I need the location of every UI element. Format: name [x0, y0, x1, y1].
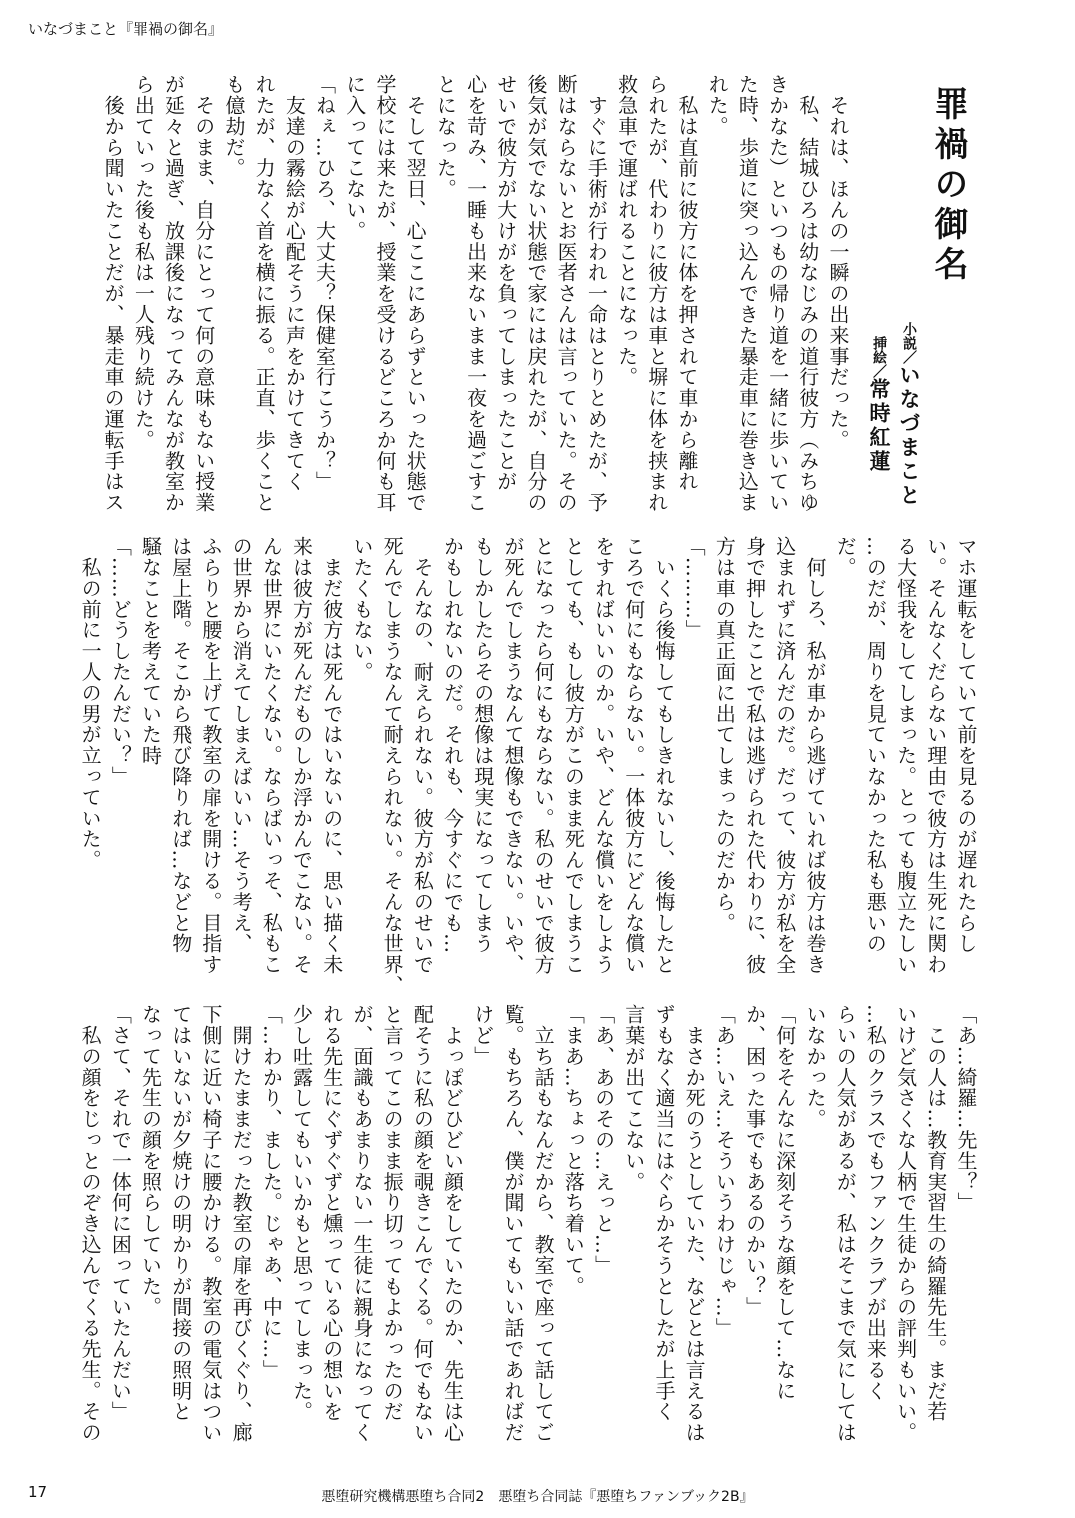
- text-line: まさか死のうとしていた、などとは言えるは: [682, 1004, 707, 1443]
- text-line: をすればいいのか。いや、どんな償いをしよう: [591, 536, 616, 975]
- text-line: 身で押したことで私は逃げられた代わりに、彼: [742, 536, 767, 975]
- text-line: る大怪我をしてしまった。とっても腹立たしい: [893, 536, 918, 975]
- text-line: てはいないが夕焼けの明かりが間接の照明と: [168, 1004, 193, 1422]
- text-line: 方は車の真正面に出てしまったのだから。: [712, 536, 737, 934]
- illustrator-label: 挿絵／: [871, 336, 887, 378]
- text-line: いけど気さくな人柄で生徒からの評判もいい。: [893, 1004, 918, 1443]
- text-line: 「何をそんなに深刻そうな顔をして…なに: [772, 1004, 797, 1402]
- text-line: 下側に近い椅子に腰かける。教室の電気はつい: [198, 1004, 223, 1443]
- text-line: 私の顔をじっとのぞき込んでくる先生。その: [78, 1004, 103, 1443]
- text-line: とになった。: [433, 74, 458, 200]
- text-line: すぐに手術が行われ一命はとりとめたが、予: [584, 74, 609, 513]
- text-line: いたくもない。: [349, 536, 374, 683]
- text-line: も億劫だ。: [221, 74, 246, 179]
- text-line: ころで何にもならない。一体彼方にどんな償い: [621, 536, 646, 975]
- text-line: そのまま、自分にとって何の意味もない授業: [191, 74, 216, 513]
- text-line: の世界から消えてしまえばいい…そう考え、: [229, 536, 254, 954]
- text-line: 「あ…綺羅…先生？」: [954, 1004, 978, 1213]
- text-line: なって先生の顔を照らしていた。: [138, 1004, 163, 1318]
- text-line: に入ってこない。: [342, 74, 367, 242]
- text-line: 少し吐露してもいいかもと思ってしまった。: [289, 1004, 314, 1422]
- text-line: もしかしたらその想像は現実になってしまう: [470, 536, 495, 954]
- author-credit: [896, 322, 922, 508]
- text-line: 来は彼方が死んだものしか浮かんでこない。そ: [289, 536, 314, 975]
- text-line: 後気が気でない状態で家には戻れたが、自分の: [523, 74, 548, 513]
- text-tier-middle: [75, 536, 981, 996]
- text-line: そして翌日、心ここにあらずといった状態で: [403, 74, 428, 513]
- text-line: られたが、代わりに彼方は車と塀に体を挟まれ: [644, 74, 669, 513]
- text-tier-bottom: [75, 1004, 981, 1443]
- text-line: とになったら何にもならない。私のせいで彼方: [531, 536, 556, 975]
- text-line: が、面識もあまりない一生徒に親身になってく: [349, 1004, 374, 1443]
- text-line: らいの人気があるが、私はそこまで気にしては: [833, 1004, 858, 1443]
- text-line: 「……どうしたんだい？」: [108, 536, 133, 787]
- text-line: 「さて、それで一体何に困っていたんだい」: [108, 1004, 133, 1422]
- text-line: と言ってこのまま振り切ってもよかったのだ: [380, 1004, 405, 1422]
- text-line: 覧。もちろん、僕が聞いてもいい話であればだ: [500, 1004, 525, 1443]
- running-title: いなづまこと『罪禍の御名』: [28, 20, 224, 38]
- story-title: 罪禍の御名: [928, 86, 968, 286]
- text-line: 「ねぇ…ひろ、大丈夫？保健室行こうか？」: [312, 74, 337, 492]
- text-line: が死んでしまうなんて想像もできない。いや、: [500, 536, 525, 975]
- text-line: 「あ…いえ…そういうわけじゃ…」: [712, 1004, 737, 1339]
- illustrator-name: 常時紅蓮: [867, 378, 891, 474]
- text-line: 私、結城ひろは幼なじみの道行彼方（みちゆ: [795, 74, 820, 513]
- text-line: それは、ほんの一瞬の出来事だった。: [826, 74, 850, 451]
- text-line: そんなの、耐えられない。彼方が私のせいで: [410, 536, 435, 975]
- text-line: 騒なことを考えていた時: [138, 536, 163, 766]
- text-line: けど」: [470, 1004, 495, 1067]
- text-line: 言葉が出てこない。: [621, 1004, 646, 1193]
- text-line: 開けたままだった教室の扉を再びくぐり、廊: [229, 1004, 254, 1443]
- text-line: まだ彼方は死んではいないのに、思い描く未: [319, 536, 344, 975]
- text-line: …のだが、周りを見ていなかった私も悪いの: [863, 536, 888, 954]
- author-name: いなづまこと: [897, 364, 921, 508]
- text-line: マホ運転をしていて前を見るのが遅れたらし: [954, 536, 978, 954]
- text-line: い。そんなくだらない理由で彼方は生死に関わ: [923, 536, 948, 975]
- text-line: 死んでしまうなんて耐えられない。そんな世界、: [380, 536, 405, 996]
- text-line: 立ち話もなんだから、教室で座って話してご: [531, 1004, 556, 1443]
- text-line: よっぽどひどい顔をしていたのか、先生は心: [440, 1004, 465, 1443]
- text-line: ずもなく適当にはぐらかそうとしたが上手く: [651, 1004, 676, 1422]
- text-line: 心を苛み、一睡も出来ないまま一夜を過ごすこ: [463, 74, 488, 513]
- text-line: …私のクラスでもファンクラブが出来るく: [863, 1004, 888, 1402]
- author-label: 小説／: [901, 322, 917, 364]
- text-line: か、困った事でもあるのかい？」: [742, 1004, 767, 1318]
- text-line: 配そうに私の顔を覗きこんでくる。何でもない: [410, 1004, 435, 1443]
- text-line: れる先生にぐずぐずと燻っている心の想いを: [319, 1004, 344, 1422]
- text-line: この人は…教育実習生の綺羅先生。まだ若: [923, 1004, 948, 1422]
- text-line: 救急車で運ばれることになった。: [614, 74, 639, 388]
- text-line: れたが、力なく首を横に振る。正直、歩くこと: [252, 74, 277, 513]
- text-line: 「…わかり、ました。じゃあ、中に…」: [259, 1004, 284, 1381]
- text-line: 学校には来たが、授業を受けるどころか何も耳: [372, 74, 397, 513]
- text-line: ら出ていった後も私は一人残り続けた。: [131, 74, 156, 451]
- text-line: ふらりと腰を上げて教室の扉を開ける。目指す: [198, 536, 223, 975]
- text-line: 「まあ…ちょっと落ち着いて。: [561, 1004, 586, 1297]
- illustrator-credit: [866, 336, 892, 474]
- text-line: いなかった。: [802, 1004, 827, 1130]
- text-line: だ。: [833, 536, 858, 578]
- text-line: いくら後悔してもしきれないし、後悔したと: [651, 536, 676, 975]
- text-line: 「………」: [682, 536, 707, 641]
- text-line: きかなた）といつもの帰り道を一緒に歩いてい: [765, 74, 790, 513]
- text-line: としても、もし彼方がこのまま死んでしまうこ: [561, 536, 586, 975]
- text-tier-top: [98, 74, 853, 513]
- text-line: 私の前に一人の男が立っていた。: [78, 536, 103, 871]
- text-line: が延々と過ぎ、放課後になってみんなが教室か: [161, 74, 186, 513]
- text-line: 「あ、あのその…えっと…」: [591, 1004, 616, 1276]
- text-line: 後から聞いたことだが、暴走車の運転手はス: [101, 74, 126, 513]
- text-line: 私は直前に彼方に体を押されて車から離れ: [674, 74, 699, 492]
- text-line: れた。: [705, 74, 730, 137]
- text-line: せいで彼方が大けがを負ってしまったことが: [493, 74, 518, 492]
- text-line: 何しろ、私が車から逃げていれば彼方は巻き: [802, 536, 827, 975]
- text-line: かもしれないのだ。それも、今すぐにでも…: [440, 536, 465, 954]
- publication-footer: 悪堕研究機構悪堕ち合同2 悪堕ち合同誌『悪堕ちファンブック2B』: [321, 1489, 754, 1505]
- text-line: 友達の霧絵が心配そうに声をかけてきてく: [282, 74, 307, 492]
- text-line: 込まれずに済んだのだ。だって、彼方が私を全: [772, 536, 797, 975]
- page-number: 17: [28, 1483, 48, 1501]
- text-line: た時、歩道に突っ込んできた暴走車に巻き込ま: [735, 74, 760, 513]
- text-line: んな世界にいたくない。ならばいっそ、私もこ: [259, 536, 284, 975]
- text-line: 断はならないとお医者さんは言っていた。その: [554, 74, 579, 513]
- text-line: は屋上階。そこから飛び降りれば…などと物: [168, 536, 193, 954]
